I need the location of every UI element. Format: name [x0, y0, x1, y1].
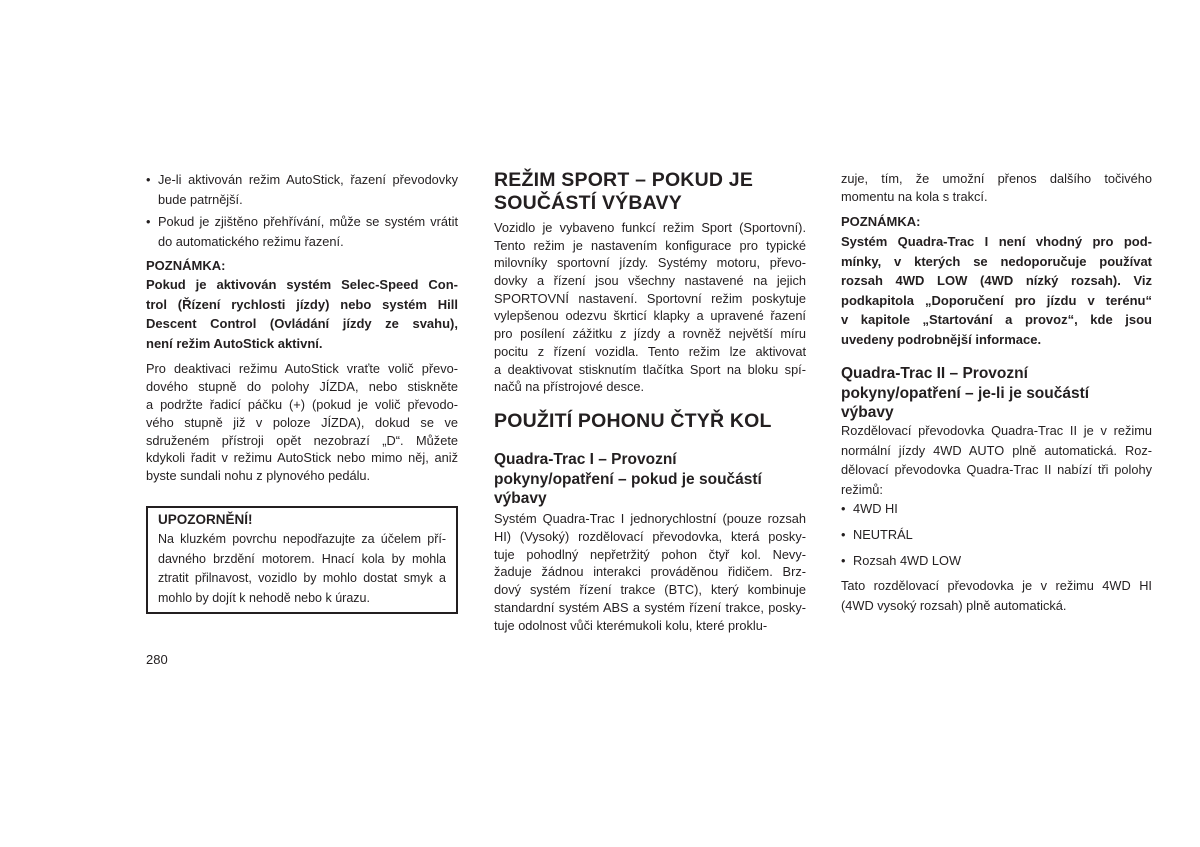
bullet-item — [841, 525, 1152, 545]
text-line: Pro deaktivaci režimu AutoStick vraťte volič převo- — [146, 361, 458, 376]
text-line: načů na přístrojové desce. — [494, 379, 645, 395]
text-line: REŽIM SPORT – POKUD JE — [494, 169, 754, 191]
note-title: POZNÁMKA: — [841, 214, 921, 229]
text-line: a deaktivovat stisknutím tlačítka Sport na bloku spí- — [494, 361, 806, 377]
warning-title: UPOZORNĚNÍ! — [158, 512, 253, 527]
note-text — [146, 275, 458, 353]
warning-text — [158, 530, 446, 608]
note-title: POZNÁMKA: — [146, 258, 226, 273]
text-line: SOUČÁSTÍ VÝBAVY — [494, 192, 682, 214]
text-line: do automatického režimu řazení. — [158, 233, 344, 249]
text-line: pokyny/opatření – pokud je součástí — [494, 470, 762, 488]
paragraph — [841, 170, 1152, 205]
text-line: pocitu z řízení vozidla. Tento režim lze aktivovat — [494, 343, 806, 359]
text-line: tuje odolnost vůči kterémukoli kolu, které proklu- — [494, 617, 768, 633]
text-line: dový systém řízení trakce (BTC), který kombinuje — [494, 582, 806, 598]
section-heading — [494, 410, 806, 433]
text-line: sdruženém přístroji opět nezobrazí „D“. Můžete — [146, 432, 458, 448]
text-line: Na kluzkém povrchu nepodřazujte za účelem pří- — [158, 532, 446, 546]
paragraph — [146, 360, 458, 485]
text-line: SPORTOVNÍ nastavení. Sportovní režim poskytuje — [494, 290, 806, 306]
text-line: Tato rozdělovací převodovka je v režimu 4WD HI — [841, 578, 1152, 593]
text-line: Rozdělovací převodovka Quadra-Trac II je v režimu — [841, 423, 1152, 438]
text-line: momentu na kola s trakcí. — [841, 188, 988, 204]
text-line: Quadra-Trac II – Provozní — [841, 365, 1028, 382]
text-line: • 4WD HI — [841, 499, 1152, 519]
text-line: (4WD vysoký rozsah) plně automatická. — [841, 597, 1067, 613]
text-line: • Rozsah 4WD LOW — [841, 551, 1152, 571]
paragraph — [494, 219, 806, 396]
text-line: kdykoli řadit v režimu AutoStick nebo mimo něj, aniž — [146, 450, 458, 466]
text-line: trol (Řízení rychlosti jízdy) nebo systém Hill — [146, 296, 458, 312]
text-line: dového stupně do polohy JÍZDA, nebo stiskněte — [146, 378, 458, 394]
text-line: mohlo by dojít k nehodě nebo k úrazu. — [158, 590, 370, 605]
text-line: • NEUTRÁL — [841, 525, 1152, 545]
text-line: tuje pohodlný nepřetržitý pohon čtyř kol. Nevy- — [494, 546, 806, 562]
subsection-heading — [494, 450, 806, 509]
text-line: HI) (Vysoký) rozdělovací převodovka, která posky- — [494, 528, 806, 544]
text-line: byste sundali nohu z plynového pedálu. — [146, 468, 371, 484]
page-number: 280 — [146, 652, 168, 667]
text-line: pokyny/opatření – je-li je součástí — [841, 384, 1090, 402]
text-line: dovky a řízení jsou všechny nastavené na jejich — [494, 273, 806, 289]
text-line: režimů: — [841, 481, 883, 497]
text-line: POUŽITÍ POHONU ČTYŘ KOL — [494, 410, 772, 432]
text-line: vylepšenou odezvu škrticí klapky a upravené řazení — [494, 308, 806, 324]
bullet-item — [146, 212, 458, 251]
text-line: milovníky sportovní jízdy. Systémy motoru, převo- — [494, 255, 806, 271]
bullet-item — [146, 170, 458, 209]
text-line: Vozidlo je vybaveno funkcí režim Sport (Sportovní). — [494, 220, 806, 235]
text-line: vého stupně již v poloze JÍZDA), dokud se ve — [146, 414, 458, 430]
text-line: zuje, tím, že umožní přenos dalšího točivého — [841, 171, 1152, 186]
bullet-item — [841, 551, 1152, 571]
note-text — [841, 232, 1152, 349]
text-line: Pokud je aktivován systém Selec-Speed Con- — [146, 277, 458, 292]
text-line: Systém Quadra-Trac I jednorychlostní (pouze rozsah — [494, 511, 806, 526]
text-line: v kapitole „Startování a provoz“, kde jsou — [841, 312, 1152, 327]
text-line: standardní systém ABS a systém řízení trakce, posky- — [494, 599, 806, 615]
text-line: není režim AutoStick aktivní. — [146, 335, 323, 351]
text-line: Systém Quadra-Trac I není vhodný pro pod- — [841, 234, 1152, 249]
text-line: podkapitola „Doporučení pro jízdu v terénu“ — [841, 292, 1152, 308]
text-line: žaduje žádnou interakci prováděnou řidičem. Brz- — [494, 564, 806, 580]
text-line: pro posílení zážitku z jízdy a rovněž největší míru — [494, 326, 806, 342]
paragraph — [841, 576, 1152, 615]
text-line: Tento režim je nastavením konfigurace pro typické — [494, 237, 806, 253]
text-line: mínky, v kterých se nedoporučuje používat — [841, 253, 1152, 269]
bullet-item — [841, 499, 1152, 519]
section-heading — [494, 169, 806, 215]
text-line: dělovací převodovka Quadra-Trac II nabízí tři polohy — [841, 462, 1152, 477]
text-line: ztratit přilnavost, vozidlo by mohlo dostat smyk a — [158, 571, 446, 585]
text-line: • Pokud je zjištěno přehřívání, může se systém vrátit — [146, 212, 458, 232]
text-line: rozsah 4WD LOW (4WD nízký rozsah). Viz — [841, 273, 1152, 288]
subsection-heading — [841, 364, 1152, 423]
text-line: Quadra-Trac I – Provozní — [494, 451, 677, 468]
paragraph — [841, 421, 1152, 499]
text-line: • Je-li aktivován režim AutoStick, řazení převodovky — [146, 170, 458, 190]
text-line: výbavy — [841, 404, 894, 421]
text-line: bude patrnější. — [158, 191, 243, 207]
text-line: normální jízdy 4WD AUTO plně automatická. Roz- — [841, 442, 1152, 458]
text-line: a podržte řadicí páčku (+) (pokud je volič převodo- — [146, 396, 458, 412]
warning-box — [146, 506, 458, 614]
paragraph — [494, 510, 806, 635]
text-line: uvedeny podrobnější informace. — [841, 331, 1042, 347]
text-line: výbavy — [494, 490, 547, 507]
text-line: Descent Control (Ovládání jízdy ze svahu), — [146, 316, 458, 331]
text-line: davného brzdění motorem. Hnací kola by mohla — [158, 551, 446, 566]
